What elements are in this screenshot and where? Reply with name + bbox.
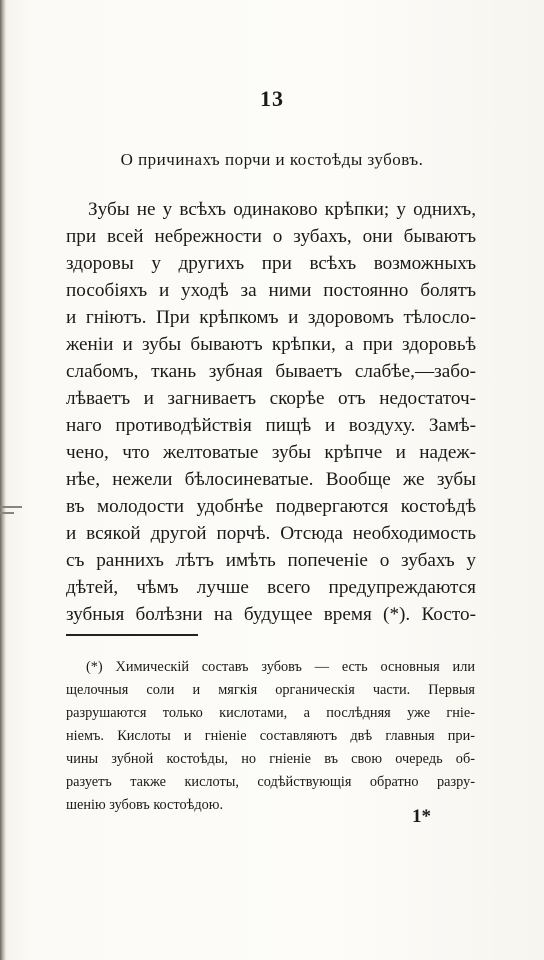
edge-mark: [0, 506, 22, 508]
body-line: лѣваетъ и загниваетъ скорѣе отъ недостаточ-: [66, 388, 476, 409]
footnote-line: (*) Химическій составъ зубовъ — есть основныя или: [86, 659, 475, 675]
body-line: слабомъ, ткань зубная бываетъ слабѣе,—забо-: [66, 361, 476, 382]
body-line: женіи и зубы бываютъ крѣпки, а при здоровьѣ: [66, 334, 476, 355]
footnote-rule: [66, 634, 198, 636]
body-line: наго противодѣйствія пищѣ и воздуху. Замѣ-: [66, 415, 476, 436]
signature-mark: 1*: [412, 806, 431, 827]
body-line: съ раннихъ лѣтъ имѣть попеченіе о зубахъ у: [66, 550, 476, 571]
body-line: при всей небрежности о зубахъ, они бываютъ: [66, 226, 476, 247]
body-line: пособіяхъ и уходѣ за ними постоянно болятъ: [66, 280, 476, 301]
body-line: и гніютъ. При крѣпкомъ и здоровомъ тѣлосло-: [66, 307, 476, 328]
footnote-line: разрушаются только кислотами, а послѣдняя уже гніе-: [66, 705, 475, 721]
body-line: чено, что желтоватые зубы крѣпче и надеж-: [66, 442, 476, 463]
body-line: здоровы у другихъ при всѣхъ возможныхъ: [66, 253, 476, 274]
body-line: нѣе, нежели бѣлосиневатые. Вообще же зубы: [66, 469, 476, 490]
body-line: и всякой другой порчѣ. Отсюда необходимость: [66, 523, 476, 544]
page-number: 13: [260, 86, 284, 111]
body-line: въ молодости удобнѣе подвергаются костоѣдѣ: [66, 496, 476, 517]
body-line: дѣтей, чѣмъ лучше всего предупреждаются: [66, 577, 476, 598]
section-heading: О причинахъ порчи и костоѣды зубовъ.: [120, 150, 424, 169]
body-line: зубныя болѣзни на будущее время (*). Косто-: [66, 604, 476, 625]
footnote-line: чины зубной костоѣды, но гніеніе въ свою очередь об-: [66, 751, 475, 767]
footnote-line: разуетъ также кислоты, содѣйствующія обратно разру-: [66, 774, 475, 790]
footnote-line: шенію зубовъ костоѣдою.: [66, 797, 224, 813]
body-line: Зубы не у всѣхъ одинаково крѣпки; у однихъ,: [88, 199, 476, 220]
edge-mark: [0, 512, 14, 514]
binding-edge: [0, 0, 6, 960]
footnote-line: щелочныя соли и мягкія органическія части. Первыя: [66, 682, 475, 698]
footnote-line: ніемъ. Кислоты и гніеніе составляютъ двѣ главныя при-: [66, 728, 475, 744]
